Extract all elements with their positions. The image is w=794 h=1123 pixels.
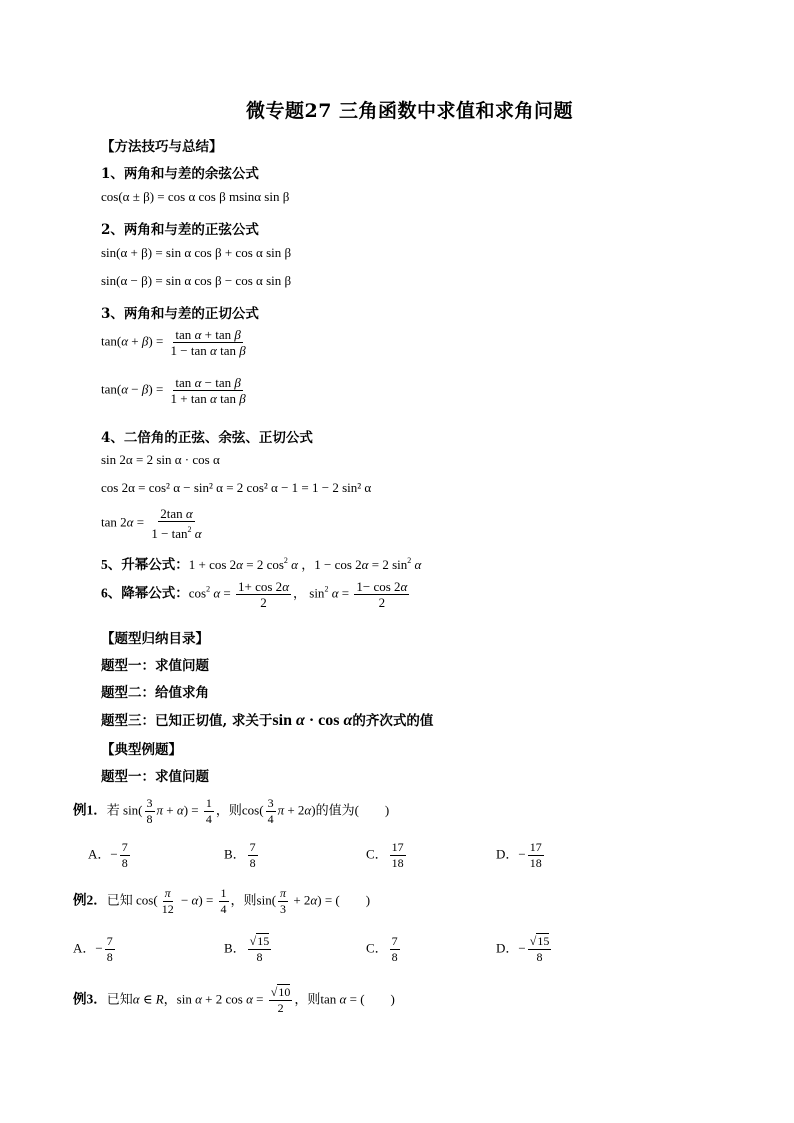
- example-2-option-b[interactable]: B． $\frac{√15}{8}$: [224, 934, 270, 964]
- formula-sin-sum: sin(α + β) = sin α cos β + cos α sin β: [101, 245, 292, 260]
- type-1-item: 题型一：求值问题: [101, 658, 209, 674]
- item-3-heading: 3、两角和与差的正切公式: [101, 306, 259, 322]
- type-3-suffix: 的齐次式的值: [352, 713, 434, 729]
- examples-type-1-heading: 题型一：求值问题: [101, 769, 209, 785]
- formula-tan2a: tan 2α = $\frac{\text{2tan α}}{1 - \tan^2 \alpha}$: [101, 506, 202, 541]
- formula-sin2a: sin 2α = 2 sin α · cos α: [101, 452, 220, 467]
- formula-cos-sum: cos(α ± β) = cos α cos β msinα sin β: [101, 189, 290, 204]
- item-1-heading: 1、两角和与差的余弦公式: [101, 166, 259, 182]
- formula-tan-sum: tan(α + β) = $\frac{\text{tan α + tan β}}{\text{1 − tan α tan β}}$: [101, 327, 246, 358]
- formula-cos2a: cos 2α = cos² α − sin² α = 2 cos² α − 1 = 1 − 2 sin² α: [101, 480, 372, 495]
- type-3-prefix: 题型三：已知正切值, 求关于: [101, 713, 273, 729]
- page-title: 微专题27 三角函数中求值和求角问题: [246, 100, 574, 122]
- example-1-option-a[interactable]: A．− $\frac{7}{8}$: [88, 840, 128, 870]
- item-5-line: 5、升幂公式：1 + cos 2α = 2 $\cos^2 \alpha$ ，1 − cos 2α = 2 $\sin^2 \alpha$: [101, 556, 422, 572]
- section-types-heading: 【题型归纳目录】: [101, 631, 209, 647]
- example-2-option-a[interactable]: A．− $\frac{7}{8}$: [73, 934, 113, 964]
- item-6-heading: 6、降幂公式：: [101, 585, 189, 601]
- example-3-question: 例3．已知α ∈ R，sin α + 2 cos α = $\frac{√10}{2}$ ，则tan α = ( ): [73, 985, 395, 1015]
- example-1-label: 例1．: [73, 802, 107, 818]
- example-2-question: 例2．已知 cos( $\frac{\pi}{12}$ − α) = $\frac{1}{4}$ ，则sin( $\frac{\pi}{3}$ + 2α) = ( ): [73, 886, 371, 916]
- section-methods-heading: 【方法技巧与总结】: [101, 139, 223, 155]
- example-1-option-c[interactable]: C． $\frac{17}{18}$: [366, 840, 404, 870]
- formula-sin-diff: sin(α − β) = sin α cos β − cos α sin β: [101, 273, 292, 288]
- item-6-line: 6、降幂公式：$\cos^2 \alpha$ = $\frac{1+ \cos 2\alpha}{2}$ ， $\sin^2 \alpha$ = $\frac{1- \cos 2\alpha}{2}$: [101, 579, 408, 610]
- example-2-option-d[interactable]: D．− $\frac{√15}{8}$: [496, 934, 550, 964]
- formula-tan-diff: tan(α − β) = $\frac{\text{tan α − tan β}}{\text{1 + tan α tan β}}$: [101, 375, 246, 406]
- section-examples-heading: 【典型例题】: [101, 742, 182, 758]
- example-1-option-b[interactable]: B． $\frac{7}{8}$: [224, 840, 256, 870]
- item-4-heading: 4、二倍角的正弦、余弦、正切公式: [101, 430, 313, 446]
- type-3-math: sin α · cos α: [272, 712, 353, 729]
- example-2-option-c[interactable]: C． $\frac{7}{8}$: [366, 934, 398, 964]
- example-3-label: 例3．: [73, 991, 107, 1007]
- item-5-heading: 5、升幂公式：: [101, 557, 189, 572]
- example-2-label: 例2．: [73, 892, 107, 908]
- example-1-question: 例1．若 sin( $\frac{3}{8}$ π + α) = $\frac{1}{4}$ ，则cos( $\frac{3}{4}$ π + 2α)的值为( ): [73, 796, 390, 826]
- item-2-heading: 2、两角和与差的正弦公式: [101, 222, 259, 238]
- type-3-item: [101, 709, 433, 730]
- type-2-item: 题型二：给值求角: [101, 685, 209, 701]
- example-1-option-d[interactable]: D．− $\frac{17}{18}$: [496, 840, 542, 870]
